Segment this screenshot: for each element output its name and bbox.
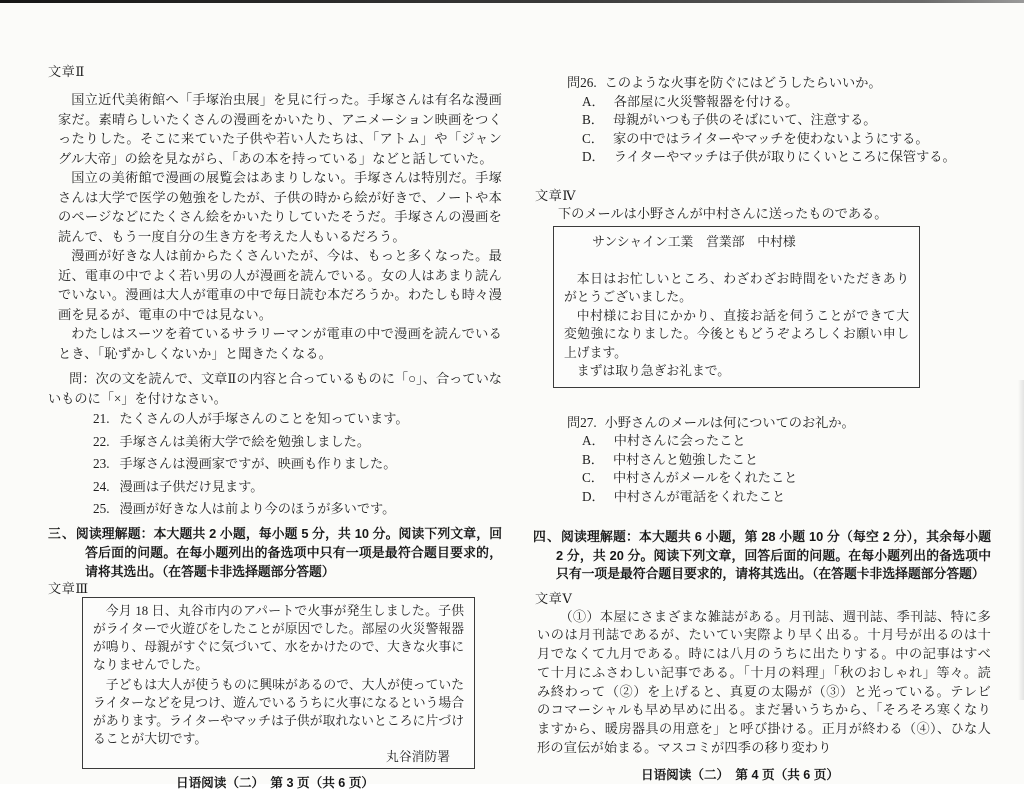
tf-item-number: 21. [93,411,110,426]
tf-item-22 [48,431,502,454]
passage4-email-box [553,226,920,388]
section3-heading [48,524,502,581]
passage4-label: 文章Ⅳ [535,187,577,203]
passage2-paragraph-4: わたしはスーツを着ているサラリーマンが電車の中で漫画を読んでいるとき、「恥ずかしくないか」と聞きたくなる。 [58,326,502,361]
page-4 [533,74,991,784]
tf-item-text: 漫画が好きな人は前より今のほうが多いです。 [119,501,396,516]
passage2-paragraph-1: 国立近代美術館へ「手塚治虫展」を見に行った。手塚さんは有名な漫画家だ。素晴らしいたくさんの漫画をかいたり、アニメーション映画をつくったりした。そこに来ていた子供や若い人たちは、「アトム」や「ジャングル大帝」の絵を見ながら、「あの本を持っている」などと話していた。 [58,92,502,166]
option-key: B． [582,451,604,467]
fire-notice-paragraph-1: 今月 18 日、丸谷市内のアパートで火事が発生しました。子供がライターで火遊びをしたことが原因でした。部屋の火災警報器が鳴り、母親がすぐに気づいて、水をかけたので、大きな火事になりませんでした。 [93,603,464,672]
fire-notice-paragraph-2: 子どもは大人が使うものに興味があるので、大人が使っていたライターなどを見つけ、遊んでいるうちに火事になるという場合があります。ライターやマッチは子供が取れないところに片づけることが大切です。 [93,677,464,746]
section3-marker: 三、 [48,525,76,541]
tf-item-number: 24. [93,478,110,494]
tf-item-21 [48,408,502,431]
question-27-text: 小野さんのメールは何についてのお礼か。 [604,414,855,430]
section4-heading [533,528,991,584]
option-text: 家の中ではライターやマッチを使わないようにする。 [612,130,929,146]
question-27-option-d [533,488,991,507]
question-26-stem [533,74,991,93]
email-paragraph-3: まずは取り急ぎお礼まで。 [576,364,731,378]
tf-item-text: たくさんの人が手塚さんのことを知っています。 [119,411,409,426]
page-4-footer: 日语阅读（二） 第 4 页（共 6 页） [640,767,840,782]
tf-item-text: 手塚さんは漫画家ですが、映画も作りました。 [119,456,397,471]
question-26-label: 問26. [567,75,597,90]
passage2-paragraph-2: 国立の美術館で漫画の展覧会はあまりしない。手塚さんは特別だ。手塚さんは大学で医学の勉強をしたが、子供の時から絵が好きで、ノートや本のページなどにたくさん絵をかいたりしていたそうだ。手塚さんの漫画を読んで、もう一度自分の生き方を考えた人もいるだろう。 [58,170,502,244]
option-key: C． [582,470,604,485]
passage2-label: 文章Ⅱ [48,64,85,79]
passage2-paragraph-3: 漫画が好きな人は前からたくさんいたが、今は、もっと多くなった。最近、電車の中でよく若い男の人が漫画を読んでいる。女の人はあまり読んでいない。漫画は大人が電車の中で毎日読む本だろうか。わたしも時々漫画を見るが、電車の中では見ない。 [58,248,502,322]
page-3 [48,62,502,792]
option-text: 中村さんと勉強したこと [612,451,759,467]
tf-item-25 [48,498,502,521]
option-key: D． [582,488,605,504]
email-paragraph-1: 本日はお忙しいところ、わざわざお時間をいただきありがとうございました。 [564,271,909,304]
passage3-box [82,597,475,769]
question-26-option-c [533,130,991,149]
tf-item-23 [48,453,502,476]
question-26-option-a [533,93,991,112]
question-27-label: 問27. [567,414,597,430]
section4-text: 阅读理解题：本大题共 6 小题，第 28 小题 10 分（每空 2 分），其余每小题 2 分，共 20 分。阅读下列文章，回答后面的问题。在每小题列出的备选项中只有一项是最符合题目要求的，请将其选出。（在答题卡非选择题部分答题） [556,529,992,581]
option-key: A． [582,93,605,109]
question-26-option-d [533,148,991,167]
scan-right-smudge [1018,380,1024,700]
option-key: B． [582,112,604,127]
option-text: 中村さんが電話をくれたこと [613,488,786,504]
section3-text: 阅读理解题：本大题共 2 小题，每小题 5 分，共 10 分。阅读下列文章，回答后面的问题。在每小题列出的备选项中只有一项是最符合题目要求的，请将其选出。（在答题卡非选择题部分答题） [75,525,502,579]
question-27-stem [533,414,991,433]
tf-item-text: 漫画は子供だけ見ます。 [119,478,264,494]
tf-item-number: 23. [93,456,110,471]
tf-item-number: 22. [93,433,110,449]
tf-item-24 [48,476,502,499]
option-key: A． [582,433,605,448]
passage5-paragraph: （①）本屋にさまざまな雑誌がある。月刊誌、週刊誌、季刊誌、特に多いのは月刊誌であるが、たいてい実際より早く出る。十月号が出るのは十月でなくて九月である。時には八月のうちに出たりする。中の記事はすべて十月にふさわしい記事である。「十月の料理」「秋のおしゃれ」等々。読み終わって（②）を上げると、真夏の太陽が（③）と光っている。テレビのコマーシャルも早め早めに出る。まだ暑いうちから、「そろそろ寒くなりますから、暖房器具の用意を」と呼び掛ける。正月が終わる（④）、ひな人形の宣伝が始まる。マスコミが四季の移り変わり [537,608,991,756]
question-27-option-c [533,469,991,488]
question-27-option-b [533,451,991,470]
question-26-text: このような火事を防ぐにはどうしたらいいか。 [604,75,882,90]
question-27-block [533,414,991,507]
option-text: 中村さんがメールをくれたこと [612,470,798,485]
option-text: 中村さんに会ったこと [613,433,746,448]
email-paragraph-2: 中村様にお目にかかり、直接お話を伺うことができて大変勉強になりました。今後ともどうぞよろしくお願い申し上げます。 [564,308,909,360]
passage5-label: 文章Ⅴ [535,590,573,606]
question-26-option-b [533,111,991,130]
email-recipient-line: サンシャイン工業 営業部 中村様 [592,235,796,249]
scan-top-edge [0,0,1024,3]
section4-marker: 四、 [533,529,561,544]
true-false-instructions: 問：次の文を読んで、文章Ⅱの内容と合っているものに「○」、合っていないものに「×」を付けなさい。 [48,371,502,406]
option-key: C． [582,130,604,146]
option-key: D． [582,149,605,164]
tf-item-number: 25. [93,501,110,516]
option-text: 各部屋に火災警報器を付ける。 [613,93,799,109]
page-3-footer: 日语阅读（二） 第 3 页（共 6 页） [175,775,375,790]
option-text: ライターやマッチは子供が取りにくいところに保管する。 [613,149,956,164]
passage4-intro: 下のメールは小野さんが中村さんに送ったものである。 [558,205,888,221]
question-27-option-a [533,432,991,451]
fire-notice-signature: 丸谷消防署 [386,749,450,764]
option-text: 母親がいつも子供のそばにいて、注意する。 [612,112,877,127]
passage3-label: 文章Ⅲ [48,580,89,596]
tf-item-text: 手塚さんは美術大学で絵を勉強しました。 [119,433,371,449]
